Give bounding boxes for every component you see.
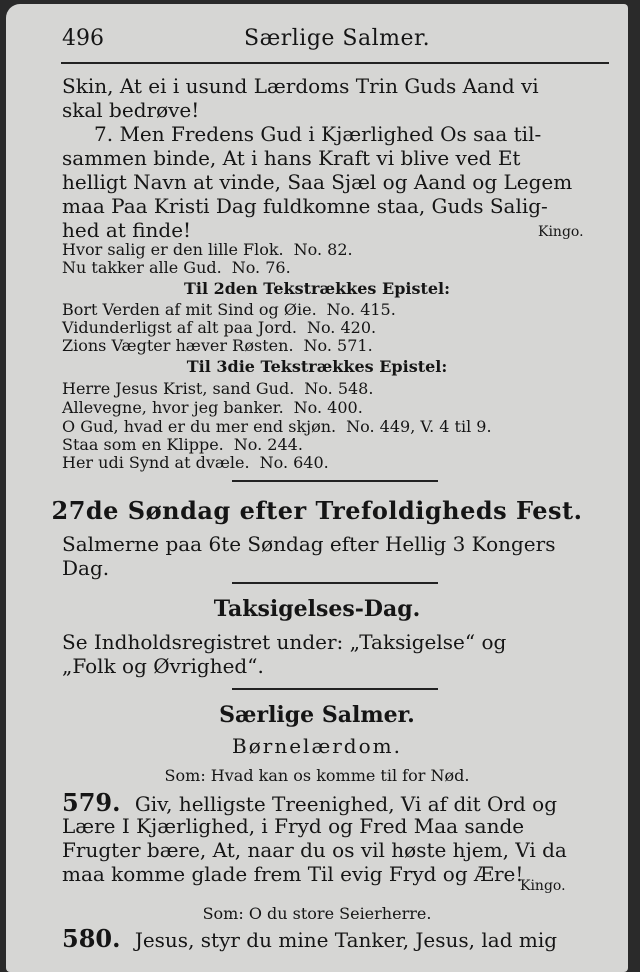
hymn-reference: Vidunderligst af alt paa Jord. No. 420. bbox=[62, 318, 377, 337]
text-line: Dag. bbox=[62, 556, 110, 580]
verse-7-line: 7. Men Fredens Gud i Kjærlighed Os saa til- bbox=[94, 122, 542, 146]
text-line: helligt Navn at vinde, Saa Sjæl og Aand og Legem bbox=[62, 170, 573, 194]
text-line: maa Paa Kristi Dag fuldkomne staa, Guds Salig- bbox=[62, 194, 548, 218]
hymn-reference: Nu takker alle Gud. No. 76. bbox=[62, 258, 291, 277]
text-line: hed at finde! bbox=[62, 218, 192, 242]
text-line: Skin, At ei i usund Lærdoms Trin Guds Aand vi bbox=[62, 74, 539, 98]
hymn-reference: Staa som en Klippe. No. 244. bbox=[62, 435, 303, 454]
section-heading-2den: Til 2den Tekstrækkes Epistel: bbox=[183, 279, 451, 298]
sunday-heading: 27de Søndag efter Trefoldigheds Fest. bbox=[51, 496, 583, 525]
text-line: Salmerne paa 6te Søndag efter Hellig 3 Kongers bbox=[62, 532, 556, 556]
text-line: skal bedrøve! bbox=[62, 98, 200, 122]
section-divider bbox=[232, 688, 438, 690]
hymn-reference: Allevegne, hvor jeg banker. No. 400. bbox=[62, 398, 363, 417]
hymn-number: 579. bbox=[62, 788, 121, 817]
page-number: 496 bbox=[62, 26, 104, 51]
hymn-reference: Hvor salig er den lille Flok. No. 82. bbox=[62, 240, 353, 259]
hymn-580-first-line: 580. Jesus, styr du mine Tanker, Jesus, lad mig bbox=[62, 924, 558, 953]
hymn-reference: Zions Vægter hæver Røsten. No. 571. bbox=[62, 336, 373, 355]
thanksgiving-heading: Taksigelses-Dag. bbox=[213, 596, 421, 622]
section-divider bbox=[232, 480, 438, 482]
section-heading-3die: Til 3die Tekstrækkes Epistel: bbox=[186, 357, 448, 376]
text-line: sammen binde, At i hans Kraft vi blive ved Et bbox=[62, 146, 521, 170]
hymn-579-first-line: 579. Giv, helligste Treenighed, Vi af dit Ord og bbox=[62, 788, 557, 817]
text-line: „Folk og Øvrighed“. bbox=[62, 654, 264, 678]
melody-note: Som: O du store Seierherre. bbox=[202, 904, 432, 923]
text-line: Se Indholdsregistret under: „Taksigelse“ og bbox=[62, 630, 507, 654]
hymn-reference: Her udi Synd at dvæle. No. 640. bbox=[62, 453, 329, 472]
special-hymns-subheading: Børnelærdom. bbox=[232, 734, 402, 758]
special-hymns-heading: Særlige Salmer. bbox=[219, 702, 415, 728]
book-page bbox=[6, 4, 628, 972]
section-divider bbox=[232, 582, 438, 584]
author-signature: Kingo. bbox=[520, 878, 566, 894]
author-signature: Kingo. bbox=[538, 224, 584, 240]
hymn-reference: Herre Jesus Krist, sand Gud. No. 548. bbox=[62, 379, 374, 398]
hymn-reference: Bort Verden af mit Sind og Øie. No. 415. bbox=[62, 300, 396, 319]
melody-note: Som: Hvad kan os komme til for Nød. bbox=[164, 766, 470, 785]
hymn-reference: O Gud, hvad er du mer end skjøn. No. 449, V. 4 til 9. bbox=[62, 417, 492, 436]
text-line: Lære I Kjærlighed, i Fryd og Fred Maa sande bbox=[62, 814, 525, 838]
text-line: Frugter bære, At, naar du os vil høste hjem, Vi da bbox=[62, 838, 567, 862]
text-line: maa komme glade frem Til evig Fryd og Ære! bbox=[62, 862, 524, 886]
header-rule bbox=[61, 62, 609, 64]
hymn-number: 580. bbox=[62, 924, 121, 953]
running-title: Særlige Salmer. bbox=[244, 26, 431, 51]
